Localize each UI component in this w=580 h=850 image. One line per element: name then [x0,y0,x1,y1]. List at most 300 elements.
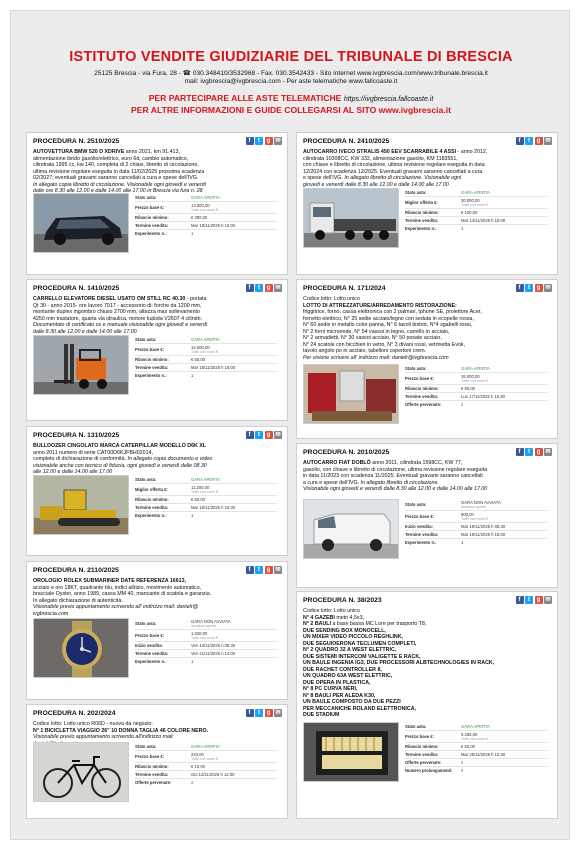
description-line: UN BAULE COMPOSTO DA DUE PEZZI [303,699,401,705]
facebook-icon[interactable]: f [246,566,254,574]
header-address: 25125 Brescia - via Fura, 28 - ☎ 030.348410/3532968 - Fax. 030.3542433 - Sito internet www.ivgbrescia.com/www.tribunale.brescia.it [94,70,488,77]
description-line: tavolo angolo po in acciaio, tabelloni copertoni crem. [303,348,427,354]
description-line: Visionabile ogni giovedì e venerdì dalle 8.30 alle 12.00 e dalle 14.00 alle 17.00 [303,486,488,492]
info-row [405,384,547,392]
info-value: Gio 13/11/2025 h 12:00 [191,772,235,777]
procedure-title[interactable]: PROCEDURA N. 2010/2025 [303,449,390,456]
info-link[interactable]: www.ivgbrescia.it [378,105,451,115]
info-label: Stato asta: [135,336,157,342]
email-icon[interactable]: ✉ [545,449,551,455]
info-value: Ven 21/11/2025 h 14:00 [191,651,236,656]
description-line: friggitrice, forno, cassa elettronica con 2 palmari, Iphone SE, proiettore Acer, [303,309,482,315]
info-value: Mar 18/11/2025 h 16:30 [191,505,236,510]
info-value[interactable]: 0 [461,768,464,773]
auction-card-procedura-n-171-2024[interactable] [296,279,558,439]
info-value: 13.500,00 Tutte con onori € [191,202,277,213]
email-icon[interactable]: ✉ [275,567,281,573]
info-row [135,343,277,355]
info-label: Rilancio minimo: [405,386,439,391]
description-line: UN QUADRO 63A WEST ELETTRIC, [303,673,393,679]
auction-info-table [135,193,277,237]
info-value: 5.335,00 Tutte con onori € [461,731,547,742]
google-plus-icon[interactable]: g [265,566,273,574]
description-line: gasolio, con chiave e libretto di circolazione, ultima revisione regolare eseguita [303,466,488,473]
twitter-icon[interactable]: t [525,137,533,145]
share-icons [516,596,553,604]
description-line: 02/2027; eventuali gravami saranno cancellati a cura e spese dell'IVG. [33,175,199,181]
google-plus-icon[interactable]: g [265,137,273,145]
info-row [405,750,547,758]
info-row [405,188,547,196]
info-row [135,618,277,629]
auction-info-table [135,618,277,665]
info-label: Esperimento n.: [135,231,167,236]
info-row [135,213,277,221]
info-subnote: Tutte con onori € [191,350,218,354]
description-line: Codice lotto: Lotto unico [303,608,360,614]
info-label: Miglior offerta €: [135,487,168,492]
description-line: DUE SEGUIOERONA TECLUMEN COMPLETI, [303,640,417,647]
info-value: Mar 18/11/2025 h 16:00 [191,365,236,370]
description-line: DUE SENDING BOX MONOCELL, [303,627,386,634]
auction-card-procedura-n-1310-2025[interactable] [26,426,288,556]
info-row [135,355,277,363]
info-label: Esperimento n.: [135,659,167,664]
info-subnote: Tutte con onori € [461,737,488,741]
info-subnote: Tutte con onori € [191,757,218,761]
auction-info-table [135,335,277,379]
share-icons [246,284,283,292]
lot-description [33,149,281,195]
procedure-title[interactable]: PROCEDURA N. 38/2023 [303,597,382,604]
info-row [135,742,277,750]
info-row [135,629,277,641]
info-label: Esperimento n.: [135,513,167,518]
info-row [405,196,547,208]
google-plus-icon[interactable]: g [265,431,273,439]
twitter-icon[interactable]: t [255,284,263,292]
info-label: Inizio vendita: [405,524,433,529]
google-plus-icon[interactable]: g [535,448,543,456]
description-line: ultima revisione regolare eseguita in data 11/02/2025 prossima scadenza [33,168,205,175]
info-row [405,730,547,742]
description-line: Visionabile previo appuntamento scrivendo all' indirizzo mail: danielr@ [33,604,198,610]
info-row [405,766,547,774]
info-label: Termine vendita: [405,218,439,223]
description-line: N° 2 QUADRO 32 A WEST ELETTRIC, [303,647,397,653]
info-value: Lun 17/11/2025 h 15:30 [461,394,505,399]
lot-description [303,149,551,188]
info-label: Prezzo base €: [135,205,165,210]
info-label: Miglior offerta €: [405,200,438,205]
description-line: DUE STADIUM [303,712,340,718]
description-line: in data 11/2023 con scadenza 11/2025. Eventuali gravami saranno cancellati [303,473,483,479]
info-value[interactable]: 2 [461,760,464,765]
info-value: € 50,00 [461,744,475,749]
lot-photo[interactable] [303,499,399,559]
info-value: 30.000,00 Tutte con onori € [461,197,547,208]
info-value: 1 [461,226,464,231]
description-line: cilindrata 1995 cc, kw 140, completa di 2 chiavi, libretto di circolazione, [33,162,199,168]
description-line: UN MIXER VIDEO PICCOLO REGHLINK, [303,634,404,640]
twitter-icon[interactable]: t [525,284,533,292]
info-value: 1 [191,513,194,518]
lot-photo[interactable] [303,188,399,248]
description-line: Per visione scrivere all' indirizzo mail: danielr@ivgbrescia.com [303,354,449,361]
auction-card-procedura-n-2010-2025[interactable] [296,443,558,588]
email-icon[interactable]: ✉ [545,285,551,291]
share-icons [246,566,283,574]
info-value: € 50,00 [191,357,205,362]
info-value: Mar 19/11/2025 h 15:00 [461,532,506,537]
info-label: Esperimento n.: [405,226,437,231]
info-row [405,522,547,530]
info-row [135,193,277,201]
info-value: 500,00 Tutte con onori € [461,511,547,522]
info-label: Stato asta: [135,476,157,482]
description-line: CARRELLO ELEVATORE DIESEL USATO OM STILL RC 40.30 - portata [33,296,207,302]
info-label: Termine vendita: [405,394,439,399]
description-line: DUE SISTEMI INTERCOM VALIGETTE E RACK, [303,653,421,660]
description-line: AUTOCARRO FIAT DOBLÒ anno 2011, cilindrata 1598CC, KW 77, [303,460,463,466]
info-row [135,511,277,519]
info-row [135,657,277,665]
google-plus-icon[interactable]: g [265,284,273,292]
info-row [405,510,547,522]
info-label: Rilancio minimo: [135,764,169,769]
info-label: Prezzo base €: [405,514,435,519]
info-label: Stato asta: [405,502,427,507]
email-icon[interactable]: ✉ [275,285,281,291]
info-row [135,495,277,503]
info-value: GARA APERTA [461,189,490,195]
lot-photo[interactable] [33,742,129,802]
auction-info-table [405,364,547,408]
info-value: 1 [461,540,464,545]
info-value: 243,00 Tutte con onori € [191,751,277,762]
description-line: N° 2 BAULI a base bassa MC Lore per trasporto T8, [303,621,427,627]
lot-photo[interactable] [303,364,399,424]
description-line: a cura e spese dell'IVG. In allegato libretto di circolazione. [303,479,439,486]
page-title: ISTITUTO VENDITE GIUDIZIARIE DEL TRIBUNALE DI BRESCIA [69,49,513,65]
info-row [135,750,277,762]
info-label: Offerte pervenute: [135,780,172,785]
info-row [135,483,277,495]
info-label: Termine vendita: [135,772,169,777]
auction-info-table [405,499,547,546]
info-row [135,221,277,229]
lot-description [33,578,281,617]
info-label: Inizio vendita: [135,643,163,648]
info-label: Numero prolungamenti: [405,768,453,773]
info-label: Rilancio minimo: [405,744,439,749]
description-line: Codice lotto: Lotto unico [303,296,360,302]
lot-photo[interactable] [33,193,129,253]
description-line: 12/2024 con scadenza 12/2025. Eventuali gravami saranno cancellati a cura [303,168,483,175]
info-label: Stato asta: [405,189,427,195]
telematiche-label: PER PARTECIPARE ALLE ASTE TELEMATICHE [148,93,342,103]
procedure-title[interactable]: PROCEDURA N. 2510/2025 [33,138,120,145]
description-line: In allegato dichiarazione di autenticità. [33,597,123,604]
auction-card-procedura-n-1410-2025[interactable] [26,279,288,421]
description-line: alimentazione ibrido gasolio/elettrico, euro 6d, cambio automatico, [33,155,189,162]
info-subnote: Tutte con onori € [461,517,488,521]
info-subnote: Iscrizioni aperte [191,624,217,628]
info-value: € 50,00 [191,497,205,502]
description-line: Codice lotto: Lotto unico R06D - nuova da negozio: [33,721,153,727]
email-icon[interactable]: ✉ [275,432,281,438]
share-icons [246,431,283,439]
info-value[interactable]: 2 [461,402,464,407]
twitter-icon[interactable]: t [255,566,263,574]
description-line: BULLDOZER CINGOLATO MARCA CATERPILLAR MODELLO D6K XL [33,443,207,449]
info-row [405,499,547,510]
info-row [405,372,547,384]
facebook-icon[interactable]: f [516,448,524,456]
info-row [405,216,547,224]
info-value: Mar 25/11/2025 h 15:30 [461,752,506,757]
info-label: Esperimento n.: [405,540,437,545]
facebook-icon[interactable]: f [246,709,254,717]
info-value: GARA APERTA [461,365,490,371]
info-subnote: Tutte con onori € [191,490,218,494]
info-value[interactable]: 2 [191,780,194,785]
description-line: giovedì e venerdì dalle 8.30 alle 12.00 e dalle 14.00 alle 17.00 [303,181,449,188]
auction-card-procedura-n-2110-2025[interactable] [26,561,288,700]
description-line: montante duplex ingombro chiuso 2700 mm, altezza max sollevamento [33,309,200,315]
info-row [405,722,547,730]
info-label: Stato asta: [135,743,157,749]
header-mail: mail: ivgbrescia@ivgbrescia.com - Per aste telematiche www.fallcoaste.it [184,78,398,85]
info-value: Mar 18/11/2025 h 08:30 [461,524,506,529]
email-icon[interactable]: ✉ [545,138,551,144]
info-label: Prezzo base €: [405,734,435,739]
info-label: Stato asta: [405,723,427,729]
info-value: GARA NON AVVIATA Iscrizioni aperte [191,618,277,629]
info-value: GARA NON AVVIATA Iscrizioni aperte [461,499,547,510]
lot-description [303,460,551,493]
info-label: Termine vendita: [135,651,169,656]
lot-photo[interactable] [303,722,399,782]
description-line: cilindrata 10308CC, KW 332, alimentazione gasolio, KM 1183551, [303,155,458,162]
description-line: acciaio e oro 18KT, quadrante blu, indici allrizio, movimento automatico, [33,584,202,591]
info-subnote: Tutte con onori € [461,203,488,207]
info-subnote: Tutte con onori € [191,636,218,640]
description-line: visionabile anche con tecnico di fiducia, ogni giovedì e venerdì dalle 08.30 [33,462,207,469]
info-label: Prezzo base €: [135,347,165,352]
description-line: UN BAULE INGENIA IG3, DUE PROCESSORI ALBTECHNOLOGIES IN RACK, [303,660,495,666]
google-plus-icon[interactable]: g [535,596,543,604]
description-line: OROLOGIO ROLEX SUBMARINER DATE REFERENZA 16613, [33,578,187,584]
facebook-icon[interactable]: f [516,596,524,604]
description-line: con chiave e libretto di circolazione, ultima revisione regolare eseguita in data [303,162,485,168]
telematiche-link[interactable]: https://ivgbrescia.fallcoaste.it [343,96,434,103]
description-line: LOTTO DI ATTREZZATURE/ARREDAMENTO RISTORAZIONE: [303,302,457,309]
info-value: GARA APERTA [191,743,220,749]
email-icon[interactable]: ✉ [275,710,281,716]
description-line: DUE RACHET CONTROLLER 8, [303,666,382,673]
info-value: 1 [191,373,194,378]
info-label: Termine vendita: [405,752,439,757]
info-value: Ven 14/11/2025 h 08:30 [191,643,236,648]
description-line: dalle ore 8.30 alle 12.00 e dalle 14.00 alle 17.00 in Brescia via fura n. 28 [33,188,203,194]
description-line: bracciale Oyster, anno 1989, cassa MM 40, mancante di scatola e garanzia. [33,591,212,597]
info-value: 1 [191,659,194,664]
info-row [405,742,547,750]
description-line: e spese dell'IVG. In allegato libretto di circolazione. Visionabile ogni [303,175,462,181]
info-value: 1 [191,231,194,236]
info-row [405,224,547,232]
description-line: anno 2011 numero di serie CAT00D6KJFBH02014, [33,449,153,456]
procedure-title[interactable]: PROCEDURA N. 2410/2025 [303,138,390,145]
auction-card-procedura-n-2510-2025[interactable] [26,132,288,275]
info-value: € 300,00 [191,215,208,220]
auction-info-table [405,188,547,232]
description-line: alle 12.00 e dalle 14.00 alle 17.00 [33,469,113,475]
facebook-icon[interactable]: f [516,137,524,145]
lot-description [33,443,281,476]
header-telematiche [11,93,571,103]
info-label: PER ALTRE INFORMAZIONI E GUIDE COLLEGARSI AL SITO [131,105,377,115]
share-icons [246,137,283,145]
info-label: Termine vendita: [135,223,169,228]
info-row [135,335,277,343]
procedure-title[interactable]: PROCEDURA N. 171/2024 [303,285,386,292]
info-label: Esperimento n.: [135,373,167,378]
procedure-title[interactable]: PROCEDURA N. 1310/2025 [33,432,120,439]
info-value: 11.200,00 Tutte con onori € [191,484,277,495]
description-line: PER MECCANICHE ROLAND ELETTRONICA, [303,705,417,712]
info-label: Offerte pervenute: [405,760,442,765]
info-row [135,363,277,371]
description-line: completo di dichiarazione di conformità. In allegato copia documento e video [33,456,213,462]
description-line: 4250 mm traslatore, quarta via idraulica, motore kubota V2607 4 cilindri. [33,315,202,322]
info-value: 1.500,00 Tutte con onori € [191,630,277,641]
google-plus-icon[interactable]: g [265,709,273,717]
description-line: Documentato di certificato ce e manuale visionabile ogni giovedì e venerdì [33,322,208,328]
header-info [11,105,571,115]
info-row [135,770,277,778]
info-row [405,758,547,766]
auction-info-table [405,722,547,774]
info-value: Mar 14/11/2025 h 16:00 [461,218,506,223]
info-row [135,201,277,213]
description-line: dalle 8.30 alle 12.00 e dalle 14.00 alle 17.00 [33,328,137,335]
info-row [135,503,277,511]
description-line: N° 4 GAZEBI metri 4,5x3, [303,614,364,621]
description-line: DUE OPERA IN PLASTICA, [303,679,371,686]
info-row [405,364,547,372]
lot-photo[interactable] [33,475,129,535]
twitter-icon[interactable]: t [255,431,263,439]
info-label: Termine vendita: [405,532,439,537]
description-line: Qt 30 - anno 2015- ore lavoro 7017 - accessorio di: forche da 1200 mm, [33,302,202,309]
info-row [135,371,277,379]
procedure-title[interactable]: PROCEDURA N. 1410/2025 [33,285,120,292]
lot-photo[interactable] [33,335,129,395]
auction-card-procedura-n-2410-2025[interactable] [296,132,558,275]
description-line: In allegato copia libretto di circolazione. Visionabile ogni giovedì e venerdì [33,181,207,188]
info-label: Rilancio minimo: [135,357,169,362]
twitter-icon[interactable]: t [525,448,533,456]
info-row [135,649,277,657]
facebook-icon[interactable]: f [246,137,254,145]
procedure-title[interactable]: PROCEDURA N. 2110/2025 [33,567,119,574]
description-line: ivgbrescia.com [33,610,69,617]
info-subnote: Iscrizioni aperte [461,505,487,509]
facebook-icon[interactable]: f [246,431,254,439]
description-line: N° 2 forni microonde, N° 54 vassoi in legno, carrello in acciaio, [303,328,450,335]
info-value: Mar 18/11/2025 h 16:00 [191,223,236,228]
auction-info-table [135,475,277,519]
lot-photo[interactable] [33,618,129,678]
document-page [10,10,570,840]
google-plus-icon[interactable]: g [535,284,543,292]
description-line: N° 60 sedie in metallo color panna, N° 6 tavoli bistrot, N°4 sgabelli rossi, [303,322,473,328]
info-value: GARA APERTA [191,194,220,200]
info-value: € 100,00 [461,210,478,215]
description-line: Visionabile previo appuntamento scrivendo all'indirizzo mail: [33,734,174,740]
info-subnote: Tutte con onori € [461,379,488,383]
info-label: Rilancio minimo: [405,210,439,215]
info-value: GARA APERTA [191,336,220,342]
info-label: Rilancio minimo: [135,497,169,502]
info-row [135,762,277,770]
share-icons [516,284,553,292]
info-row [405,208,547,216]
info-label: Stato asta: [135,194,157,200]
email-icon[interactable]: ✉ [545,597,551,603]
description-line: AUTOCARRO IVECO STRALIS 450 EEV SCARRABILE 4 ASSI - anno 2012, [303,149,488,155]
info-label: Termine vendita: [135,365,169,370]
info-row [135,475,277,483]
facebook-icon[interactable]: f [246,284,254,292]
info-row [405,400,547,408]
info-value: GARA APERTA [191,476,220,482]
info-label: Offerte pervenute: [405,402,442,407]
description-line: N° 8 PC CURVA NERI, [303,686,358,692]
twitter-icon[interactable]: t [525,596,533,604]
auction-card-procedura-n-202-2024[interactable] [26,704,288,819]
procedure-title[interactable]: PROCEDURA N. 202/2024 [33,710,116,717]
share-icons [516,137,553,145]
twitter-icon[interactable]: t [255,137,263,145]
twitter-icon[interactable]: t [255,709,263,717]
email-icon[interactable]: ✉ [275,138,281,144]
info-label: Prezzo base €: [135,633,165,638]
info-value: GARA APERTA [461,723,490,729]
google-plus-icon[interactable]: g [535,137,543,145]
info-value: 15.000,00 Tutte con onori € [461,373,547,384]
facebook-icon[interactable]: f [516,284,524,292]
info-row [405,392,547,400]
info-value: 12.500,00 Tutte con onori € [191,344,277,355]
description-line: N° 24 scatole con bicchieri in vetro, N° 3 divani rossi, vetrinetta Evok, [303,341,466,348]
info-row [135,641,277,649]
info-label: Rilancio minimo: [135,215,169,220]
share-icons [516,448,553,456]
auction-card-procedura-n-38-2023[interactable] [296,591,558,819]
lot-description [303,608,551,719]
info-label: Stato asta: [135,621,157,626]
info-subnote: Tutte con onori € [191,208,218,212]
info-row [135,778,277,786]
lot-description [33,296,281,335]
info-label: Stato asta: [405,365,427,371]
description-line: fornetto elettrico, N° 25 sedie acciaio/legno con seduta in ecopelle rossa, [303,315,474,322]
info-value: € 10,00 [191,764,205,769]
info-label: Prezzo base €: [405,376,435,381]
